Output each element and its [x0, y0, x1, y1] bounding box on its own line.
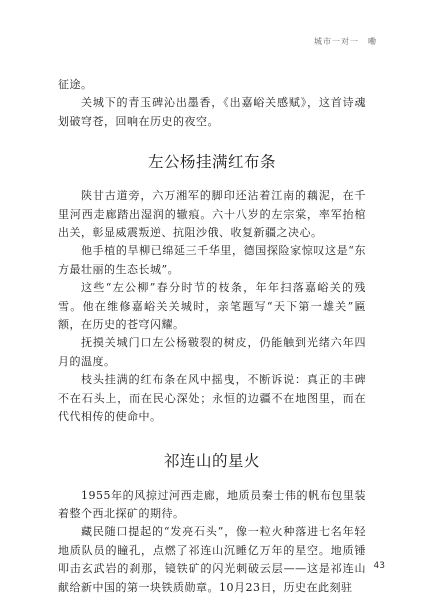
paragraph: 关城下的青玉碑沁出墨香，《出嘉峪关感赋》，这首诗魂划破穹苍，回响在历史的夜空。 [58, 96, 366, 128]
paragraph: 征途。 [58, 78, 93, 91]
page-number: 43 [373, 561, 385, 571]
paragraph: 这些“左公柳”春分时节的枝条，年年扫落嘉峪关的残雪。他在维修嘉峪关关城时，亲笔题写“天下第一雄关”匾额，在历史的苍穹闪耀。 [58, 281, 366, 332]
section-heading: 祁连山的星火 [163, 451, 260, 470]
paragraph: 陕甘古道旁，六万湘军的脚印还沾着江南的藕泥，在千里河西走廊踏出湿润的辙痕。六十八岁的左宗棠，率军抬棺出关，彰显威震叛逆、抗阻沙俄、收复新疆之决心。 [58, 189, 366, 240]
paragraph: 1955年的风掠过河西走廊，地质员秦士伟的帆布包里装着整个西北探矿的期待。 [58, 488, 366, 520]
paragraph: 藏民随口提起的“发亮石头”，像一粒火种落进七名年轻地质队员的瞳孔，点燃了祁连山沉睡亿万年的星空。地质锤叩击玄武岩的刹那，镜铁矿的闪光刺破云层——这是祁连山献给新中国的第一块铁质勋章。10月23日，历史在此刻驻 [58, 525, 366, 594]
running-header: 城市一对一 嘞 [314, 37, 377, 46]
paragraph: 他手植的旱柳已绵延三千华里，德国探险家惊叹这是“东方最壮丽的生态长城”。 [58, 244, 366, 276]
paragraph: 枝头挂满的红布条在风中摇曳，不断诉说：真正的丰碑不在石头上，而在民心深处；永恒的边疆不在地图里，而在代代相传的使命中。 [58, 373, 366, 424]
section-heading: 左公杨挂满红布条 [147, 153, 276, 172]
page-body [58, 76, 366, 597]
paragraph: 抚摸关城门口左公杨皲裂的树皮，仍能触到光绪六年四月的温度。 [58, 336, 366, 368]
